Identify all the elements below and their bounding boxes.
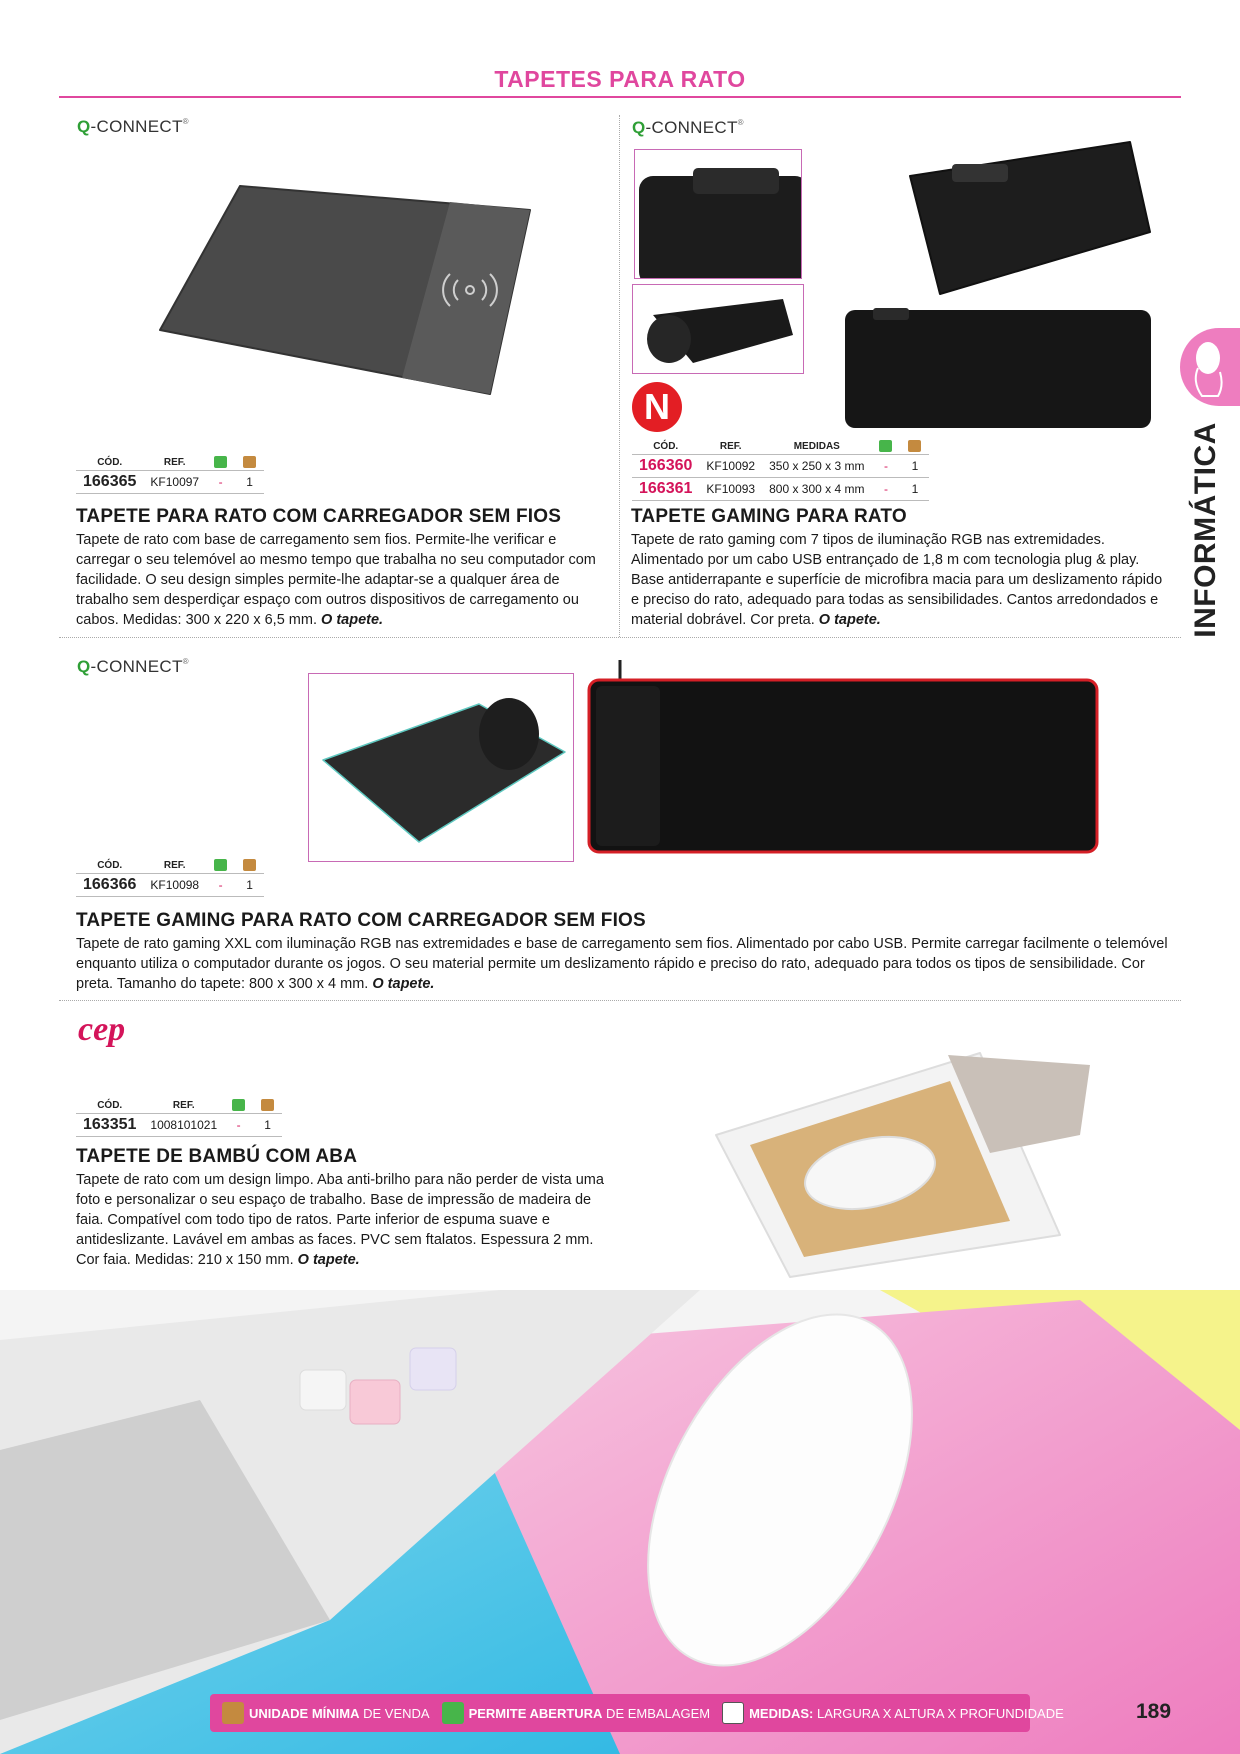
product-table: CÓD. REF. 166365 KF10097 - 1 bbox=[76, 456, 264, 494]
product-image-bamboo-mousepad bbox=[710, 1025, 1110, 1280]
box-icon bbox=[908, 440, 921, 452]
column-divider bbox=[619, 115, 620, 637]
qconnect-logo: Q-CONNECT® bbox=[77, 117, 189, 136]
table-row: 166365 KF10097 - 1 bbox=[76, 471, 264, 494]
box-icon bbox=[243, 456, 256, 468]
product-title: TAPETE DE BAMBÚ COM ABA bbox=[76, 1146, 358, 1167]
page-number: 189 bbox=[1136, 1700, 1172, 1723]
product-image-gaming-charger-xxl bbox=[586, 660, 1100, 856]
qconnect-logo: Q-CONNECT® bbox=[632, 118, 744, 137]
box-icon bbox=[243, 859, 256, 871]
product-description: Tapete de rato gaming com 7 tipos de iluminação RGB nas extremidades. Alimentado por um cabo USB entrançado de 1,8 m com tecnologia plug & play. Base antiderrapante e superfície de microfibra macia para um deslizamento rápido e preciso do rato, adequado para todas as sensibilidades. Cantos arredondados e material dobrável. Cor preta. O tapete. bbox=[631, 532, 1163, 628]
svg-text:cep: cep bbox=[78, 1012, 126, 1048]
section-divider bbox=[59, 637, 1181, 638]
qconnect-logo: Q-CONNECT® bbox=[77, 657, 189, 676]
title-divider bbox=[59, 96, 1181, 98]
product-image-gaming-charger-rolled bbox=[308, 673, 574, 862]
package-open-icon bbox=[214, 456, 227, 468]
product-description: Tapete de rato gaming XXL com iluminação RGB nas extremidades e base de carregamento sem fios. Alimentado por cabo USB. Permite carregar facilmente o telemóvel enquanto utiliza o computador durante os jogos. O seu material permite um deslizamento rápido e preciso do rato, adequado para todos os tipos de sensibilidade. Cor preta. Tamanho do tapete: 800 x 300 x 4 mm. O tapete. bbox=[76, 936, 1168, 992]
section-divider bbox=[59, 1000, 1181, 1001]
footer-legend bbox=[210, 1694, 1064, 1732]
product-table: CÓD. REF. MEDIDAS 166360 KF10092 350 x 250 x 3 mm - 1 166361 KF10093 800 x 300 x 4 mm - 1 bbox=[632, 440, 929, 501]
product-title: TAPETE GAMING PARA RATO COM CARREGADOR SEM FIOS bbox=[76, 910, 646, 931]
package-open-icon bbox=[879, 440, 892, 452]
product-title: TAPETE GAMING PARA RATO bbox=[631, 506, 907, 527]
mouse-hand-icon bbox=[1180, 328, 1240, 406]
decorative-background-photo bbox=[0, 1290, 1240, 1754]
product-table: CÓD. REF. 166366 KF10098 - 1 bbox=[76, 859, 264, 897]
table-row: 166361 KF10093 800 x 300 x 4 mm - 1 bbox=[632, 478, 929, 501]
product-table: CÓD. REF. 163351 1008101021 - 1 bbox=[76, 1099, 282, 1137]
product-image-gaming-mousepad-detail bbox=[634, 149, 802, 279]
page-title: TAPETES PARA RATO bbox=[494, 66, 746, 92]
cep-logo bbox=[76, 1012, 168, 1052]
legend-unidade: UNIDADE MÍNIMA DE VENDA bbox=[222, 1702, 430, 1724]
product-image-charging-mousepad bbox=[150, 180, 540, 400]
product-image-gaming-mousepad-xxl bbox=[843, 308, 1153, 430]
legend-abertura: PERMITE ABERTURA DE EMBALAGEM bbox=[442, 1702, 711, 1724]
legend-medidas: MEDIDAS: LARGURA X ALTURA X PROFUNDIDADE bbox=[722, 1702, 1064, 1724]
product-description: Tapete de rato com um design limpo. Aba anti-brilho para não perder de vista uma foto e personalizar o seu espaço de trabalho. Base de impressão de madeira de faia. Compatível com todo tipo de ratos. Parte inferior de espuma suave e antideslizante. Lavável em ambas as faces. PVC sem ftalatos. Espessura 2 mm. Cor faia. Medidas: 210 x 150 mm. O tapete. bbox=[76, 1172, 604, 1268]
box-icon bbox=[222, 1702, 244, 1724]
table-row: 163351 1008101021 - 1 bbox=[76, 1114, 282, 1137]
product-title: TAPETE PARA RATO COM CARREGADOR SEM FIOS bbox=[76, 506, 562, 527]
measure-icon bbox=[722, 1702, 744, 1724]
box-icon bbox=[261, 1099, 274, 1111]
table-row: 166366 KF10098 - 1 bbox=[76, 874, 264, 897]
package-open-icon bbox=[232, 1099, 245, 1111]
product-image-gaming-mousepad-rolled bbox=[632, 284, 804, 374]
product-image-gaming-mousepad-small bbox=[900, 136, 1160, 296]
package-open-icon bbox=[442, 1702, 464, 1724]
new-badge: N bbox=[632, 382, 682, 432]
package-open-icon bbox=[214, 859, 227, 871]
table-row: 166360 KF10092 350 x 250 x 3 mm - 1 bbox=[632, 455, 929, 478]
product-description: Tapete de rato com base de carregamento sem fios. Permite-lhe verificar e carregar o seu telemóvel ao mesmo tempo que trabalha no seu computador com facilidade. O seu design simples permite-lhe adaptar-se a qualquer área de trabalho sem desperdiçar espaço com outros dispositivos de carregamento ou cabos. Medidas: 300 x 220 x 6,5 mm. O tapete. bbox=[76, 532, 596, 628]
section-side-label: INFORMÁTICA bbox=[1189, 422, 1222, 638]
